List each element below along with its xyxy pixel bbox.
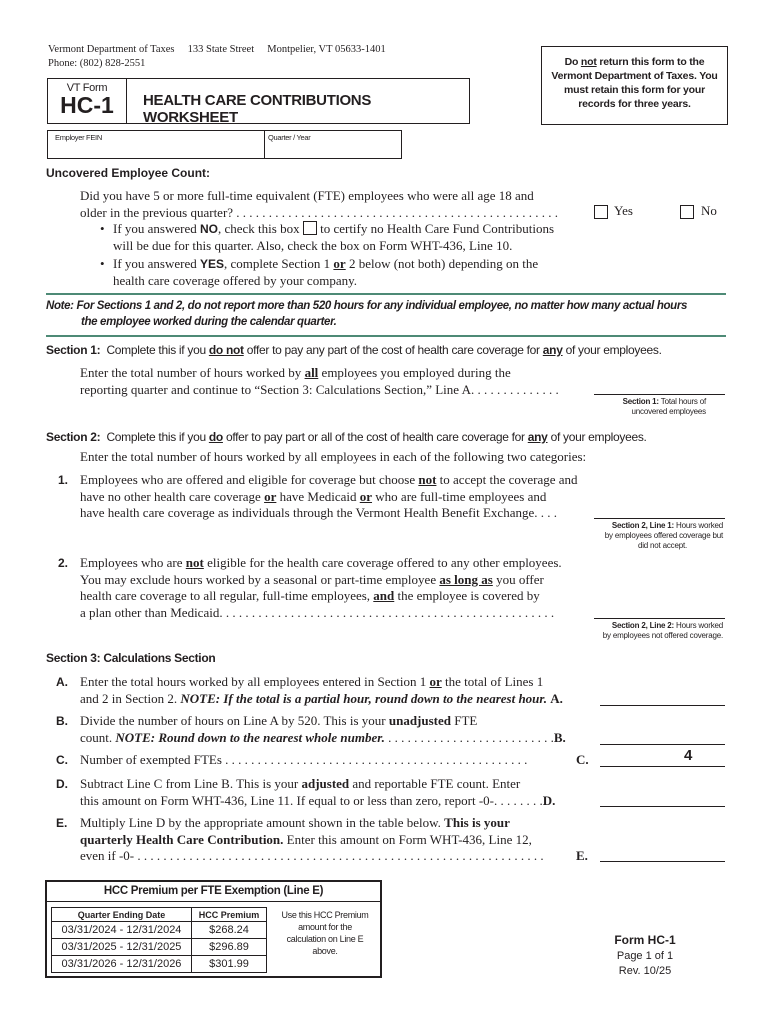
footer-page: Page 1 of 1 [616,950,674,962]
table-row: 03/31/2024 - 12/31/2024 $268.24 [52,922,267,939]
section2-intro: Enter the total number of hours worked by all employees in each of the following two categories: [80,449,587,464]
line-d-input[interactable] [600,806,725,807]
line-d-label: D. [56,777,68,791]
bullet-no: If you answered NO, check this box to certify no Health Care Fund Contributions will be due for this quarter. Also, check the box on Form WHT-436, Line 10. [113,221,555,253]
section1-heading: Section 1: Complete this if you do not offer to pay any part of the cost of health care coverage for any of your employees. [46,343,662,357]
line-c-value: 4 [684,747,693,764]
line1-text: Employees who are offered and eligible for coverage but choose not to accept the coverage and have no other health care coverage or have Medicaid or who are full-time employees and have health care coverage as individuals through the Vermont Health Benefit Exchange. . . . [80,472,578,520]
line2-number: 2. [58,556,69,570]
table-row: 03/31/2026 - 12/31/2026 $301.99 [52,956,267,973]
quarter-field[interactable] [264,130,402,159]
line-a-text: Enter the total hours worked by all employees entered in Section 1 or the total of Lines 1 and 2 in Section 2. NOTE: If the total is a partial hour, round down to the nearest hour. A. [80,674,563,706]
premium-table-frame [45,880,382,978]
no-checkbox[interactable] [680,205,694,219]
section1-instructions: Enter the total number of hours worked by all employees you employed during the reporting quarter and continue to “Section 3: Calculations Section,” Line A. . . . . . . . . . . . . . [80,365,559,397]
agency-street: 133 State Street [187,44,255,55]
line2-hours-input[interactable] [594,618,725,619]
agency-name: Vermont Department of Taxes [48,44,175,55]
quarter-label: Quarter / Year [268,133,311,142]
col-premium-header: HCC Premium [192,908,267,922]
yes-label: Yes [614,203,633,218]
section3-heading: Section 3: Calculations Section [46,651,216,665]
notice-not: not [580,56,597,68]
section1-caption: Section 1: Total hours of uncovered employees [622,397,706,416]
section1-hours-input[interactable] [594,394,725,395]
section2-heading: Section 2: Complete this if you do offer to pay part or all of the cost of health care coverage for any of your employees. [46,430,647,444]
footer-form: Form HC-1 [614,933,676,947]
line-d-text: Subtract Line C from Line B. This is your adjusted and reportable FTE count. Enter this amount on Form WHT-436, Line 11. If equal to or less than zero, report -0-. . . . . . . .D. [80,776,556,808]
line1-number: 1. [58,473,69,487]
line-b-input[interactable] [600,744,725,745]
uncovered-question: Did you have 5 or more full-time equivalent (FTE) employees who were all age 18 and older in the previous quarter? . . . . . . . . . . . . . . . . . . . . . . . . . . . . . . . . . . . . . . . . . . . . . . . . . . [80,188,559,220]
line2-text: Employees who are not eligible for the health care coverage offered to any other employees. You may exclude hours worked by a seasonal or part-time employee as long as you offer health care coverage to all regular, full-time employees, and the employee is covered by a plan other than Medicaid. . . . . . . . . . . . . . . . . . . . . . . . . . . . . . . . . . . . . . . . . . . . . . . . . . . . [80,555,562,620]
col-quarter-header: Quarter Ending Date [52,908,192,922]
line1-hours-input[interactable] [594,518,725,519]
line-e-label: E. [56,816,68,830]
bullet-dot: • [100,221,105,236]
title-box [126,78,470,124]
yes-checkbox[interactable] [594,205,608,219]
fein-label: Employer FEIN [55,133,102,142]
page-title: HEALTH CARE CONTRIBUTIONS WORKSHEET [143,92,372,126]
line-e-text: Multiply Line D by the appropriate amount shown in the table below. This is your quarterly Health Care Contribution. Enter this amount on Form WHT-436, Line 12, even if -0- . . . . . . . . . . . . . . . . . . . . . . . . . . . . . . . . . . . . . . . . . . . . . . . . . . . . . . . . . . . . . . . E. [80,815,588,863]
line-b-label: B. [56,714,68,728]
form-id-box [47,78,127,124]
premium-table [51,907,267,973]
divider [46,335,726,337]
divider [46,293,726,295]
form-number: HC-1 [60,92,114,118]
form-label: VT Form [66,82,108,94]
premium-table-title: HCC Premium per FTE Exemption (Line E) [47,882,380,902]
line-a-label: A. [56,675,68,689]
premium-table-note: Use this HCC Premium amount for the calculation on Line E above. [281,910,369,956]
line-c-label: C. [56,753,68,767]
certify-checkbox[interactable] [303,221,317,235]
bullet-dot: • [100,256,105,271]
agency-address [48,43,428,57]
line-c-text: Number of exempted FTEs . . . . . . . . . . . . . . . . . . . . . . . . . . . . . . . . . . . . . . . . . . . . . . . C. [80,752,589,767]
line-a-input[interactable] [600,705,725,706]
line2-caption: Section 2, Line 2: Hours worked by employees not offered coverage. [602,621,723,640]
line-c-input[interactable] [600,766,725,767]
bullet-yes: If you answered YES, complete Section 1 or 2 below (not both) depending on the health care coverage offered by your company. [113,256,539,288]
retain-notice: Do not return this form to the Vermont Department of Taxes. You must retain this form for your records for three years. [541,46,728,125]
footer-rev: Rev. 10/25 [618,965,672,977]
no-label: No [701,203,717,218]
fein-field[interactable] [47,130,265,159]
agency-phone: Phone: (802) 828-2551 [48,58,146,69]
line1-caption: Section 2, Line 1: Hours worked by employees offered coverage but did not accept. [604,521,723,550]
note: Note: For Sections 1 and 2, do not report more than 520 hours for any individual employee, no matter how many actual hours the employee worked during the calendar quarter. [46,300,688,328]
line-e-input[interactable] [600,861,725,862]
line-b-text: Divide the number of hours on Line A by 520. This is your unadjusted FTE count. NOTE: Round down to the nearest whole number. . . . . . . . . . . . . . . . . . . . . . . . . . .B. [80,713,566,745]
uncovered-heading: Uncovered Employee Count: [46,166,211,180]
agency-city: Montpelier, VT 05633-1401 [267,44,386,55]
table-row: 03/31/2025 - 12/31/2025 $296.89 [52,939,267,956]
